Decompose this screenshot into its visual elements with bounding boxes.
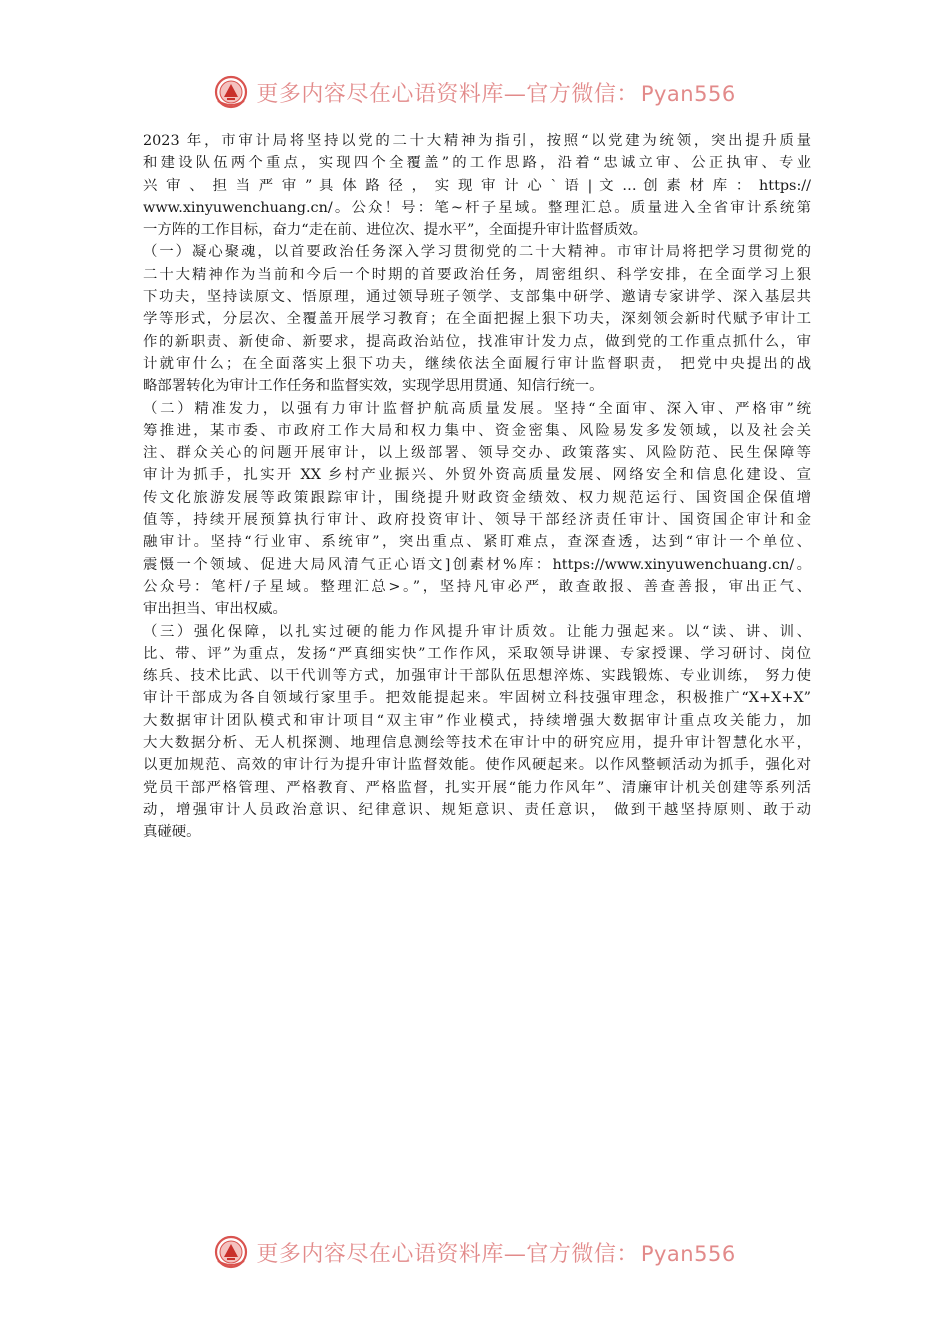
text-line: 计就审什么；在全面落实上狠下功夫，继续依法全面履行审计监督职责， 把党中央提出的战 [143,355,811,372]
text-line: （三）强化保障，以扎实过硬的能力作风提升审计质效。让能力强起来。以“读、讲、训、 [143,623,811,640]
text-line: 融审计。坚持“行业审、系统审”，突出重点、紧盯难点，查深查透，达到“审计一个单位、 [143,534,811,551]
text-line: 下功夫，坚持读原文、悟原理，通过领导班子领学、支部集中研学、邀请专家讲学、深入基层共 [143,289,811,306]
footer-wechat-id: Pyan556 [640,1241,736,1266]
text-line: 2023 年，市审计局将坚持以党的二十大精神为指引，按照“以党建为统领，突出提升质量 [143,133,811,149]
text-line: 学等形式，分层次、全覆盖开展学习教育；在全面把握上狠下功夫，深刻领会新时代赋予审计工 [143,311,811,328]
text-line: 大数据审计团队模式和审计项目“双主审”作业模式，持续增强大数据审计重点攻关能力，加 [143,712,811,729]
header-banner-label: 更多内容尽在心语资料库—官方微信： [256,81,639,107]
text-line: 传文化旅游发展等政策跟踪审计，围绕提升财政资金绩效、权力规范运行、国资国企保值增 [143,489,811,506]
paragraph [143,130,811,241]
text-line: 和建设队伍两个重点，实现四个全覆盖”的工作思路，沿着“忠诚立审、公正执审、专业 [143,155,811,172]
text-line: 以更加规范、高效的审计行为提升审计监督效能。使作风硬起来。以作风整顿活动为抓手，强化对 [143,757,811,774]
text-line: 公众号：笔杆/子星域。整理汇总>。”，坚持凡审必严，敢查敢报、善查善报，审出正气、 [143,578,811,595]
text-line: 二十大精神作为当前和今后一个时期的首要政治任务，周密组织、科学安排，在全面学习上狠 [143,266,811,283]
text-line: 值等，持续开展预算执行审计、政府投资审计、领导干部经济责任审计、国资国企审计和金 [143,512,811,529]
footer-banner-text [256,1237,735,1268]
text-line: 一方阵的工作目标，奋力“走在前、进位次、提水平”，全面提升审计监督质效。 [143,222,647,239]
header-banner-text [256,77,735,108]
text-line: 练兵、技术比武、以干代训等方式，加强审计干部队伍思想淬炼、实践锻炼、专业训练， 努力使 [143,668,811,685]
text-line: 作的新职责、新使命、新要求，提高政治站位，找准审计发力点，做到党的工作重点抓什么，审 [143,333,811,350]
text-line: 兴 审 、 担 当 严 审 ” 具 体 路 径 ， 实 现 审 计 心 ` 语 | 文 … 创 素 材 库 ： https:// [143,177,811,194]
header-wechat-id: Pyan556 [640,81,736,106]
paragraph [143,398,811,621]
paragraph [143,621,811,844]
seal-logo-icon [214,75,248,109]
text-line: 动，增强审计人员政治意识、纪律意识、规矩意识、责任意识， 做到干越坚持原则、敢于动 [143,801,811,818]
text-line: 震慑一个领域、促进大局风清气正心语文]创素材%库：https://www.xinyuwenchuang.cn/。 [143,556,811,573]
text-line: （二）精准发力，以强有力审计监督护航高质量发展。坚持“全面审、深入审、严格审”统 [143,400,811,417]
text-line: 比、带、评”为重点，发扬“严真细实快”工作作风，采取领导讲课、专家授课、学习研讨、岗位 [143,645,811,662]
text-line: 审出担当、审出权威。 [143,601,287,618]
text-line: 党员干部严格管理、严格教育、严格监督，扎实开展“能力作风年”、清廉审计机关创建等系列活 [143,779,811,796]
text-line: 真碰硬。 [143,824,201,841]
text-line: 审计为抓手，扎实开 XX 乡村产业振兴、外贸外资高质量发展、网络安全和信息化建设、宣 [143,467,811,484]
text-line: （一）凝心聚魂，以首要政治任务深入学习贯彻党的二十大精神。市审计局将把学习贯彻党的 [143,244,811,261]
text-line: 大大数据分析、无人机探测、地理信息测绘等技术在审计中的研究应用，提升审计智慧化水平， [143,735,811,752]
text-line: www.xinyuwenchuang.cn/。公众！号：笔~杆子星域。整理汇总。质量进入全省审计系统第 [143,199,811,216]
text-line: 筹推进，某市委、市政府工作大局和权力集中、资金密集、风险易发多发领域，以及社会关 [143,422,811,439]
document-body [143,130,811,844]
paragraph [143,241,811,397]
footer-banner [0,1230,950,1274]
seal-logo-icon [214,1235,248,1269]
header-banner [0,70,950,114]
footer-banner-label: 更多内容尽在心语资料库—官方微信： [256,1241,639,1267]
text-line: 略部署转化为审计工作任务和监督实效，实现学思用贯通、知信行统一。 [143,378,604,395]
text-line: 注、群众关心的问题开展审计，以上级部署、领导交办、政策落实、风险防范、民生保障等 [143,445,811,462]
text-line: 审计干部成为各自领域行家里手。把效能提起来。牢固树立科技强审理念，积极推广“X+X+X” [143,690,811,707]
